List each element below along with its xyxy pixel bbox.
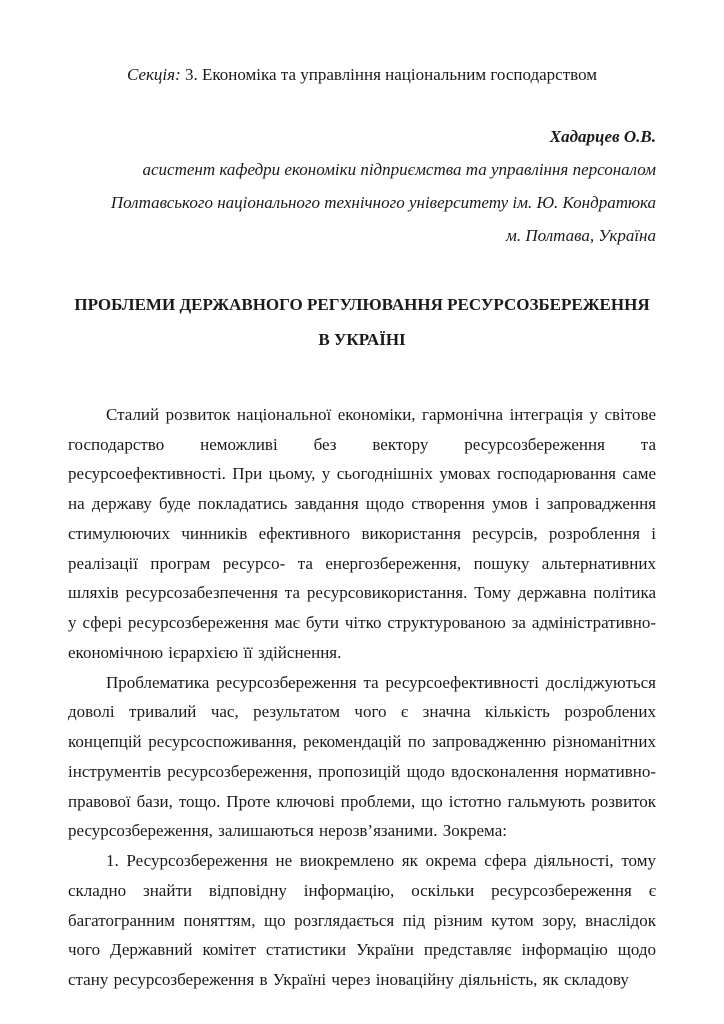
- author-name: Хадарцев О.В.: [549, 126, 656, 146]
- paragraph-1: Сталий розвиток національної економіки, гармонічна інтеграція у світове господарство неможливі без вектору ресурсозбереження та ресурсоефективності. При цьому, у сьогоднішніх умовах господарювання саме на державу буде покладатись завдання щодо створення умов і запровадження стимулюючих чинників ефективного використання ресурсів, розроблення і реалізації програм ресурсо- та енергозбереження, пошуку альтернативних шляхів ресурсозабезпечення та ресурсовикористання. Тому державна політика у сфері ресурсозбереження має бути чітко структурованою за адміністративно-економічною ієрархією її здійснення.: [68, 404, 656, 662]
- author-position: асистент кафедри економіки підприємства та управління персоналом: [142, 159, 656, 179]
- paragraph-2: Проблематика ресурсозбереження та ресурсоефективності досліджуються доволі тривалий час, результатом чого є значна кількість розроблених концепцій ресурсоспоживання, рекомендацій по запровадженню різноманітних інструментів ресурсозбереження, пропозицій щодо вдосконалення нормативно-правової бази, тощо. Проте ключові проблеми, що істотно гальмують розвиток ресурсозбереження, залишаються нерозв’язаними. Зокрема:: [68, 672, 656, 841]
- section-label: Секція:: [126, 65, 181, 84]
- section-text: 3. Економіка та управління національним господарством: [180, 65, 598, 84]
- author-location: м. Полтава, Україна: [506, 225, 656, 245]
- author-block: [68, 120, 656, 253]
- document-body: [68, 400, 656, 995]
- author-affiliation: Полтавського національного технічного університету ім. Ю. Кондратюка: [110, 192, 656, 212]
- document-title: ПРОБЛЕМИ ДЕРЖАВНОГО РЕГУЛЮВАННЯ РЕСУРСОЗБЕРЕЖЕННЯ В УКРАЇНІ: [74, 295, 650, 349]
- section-heading: [68, 62, 656, 88]
- paragraph-3: 1. Ресурсозбереження не виокремлено як окрема сфера діяльності, тому складно знайти відповідну інформацію, оскільки ресурсозбереження є багатогранним поняттям, що розглядається під різним кутом зору, внаслідок чого Державний комітет статистики України представляє інформацію щодо стану ресурсозбереження в Україні через іноваційну діяльність, як складову: [68, 851, 656, 989]
